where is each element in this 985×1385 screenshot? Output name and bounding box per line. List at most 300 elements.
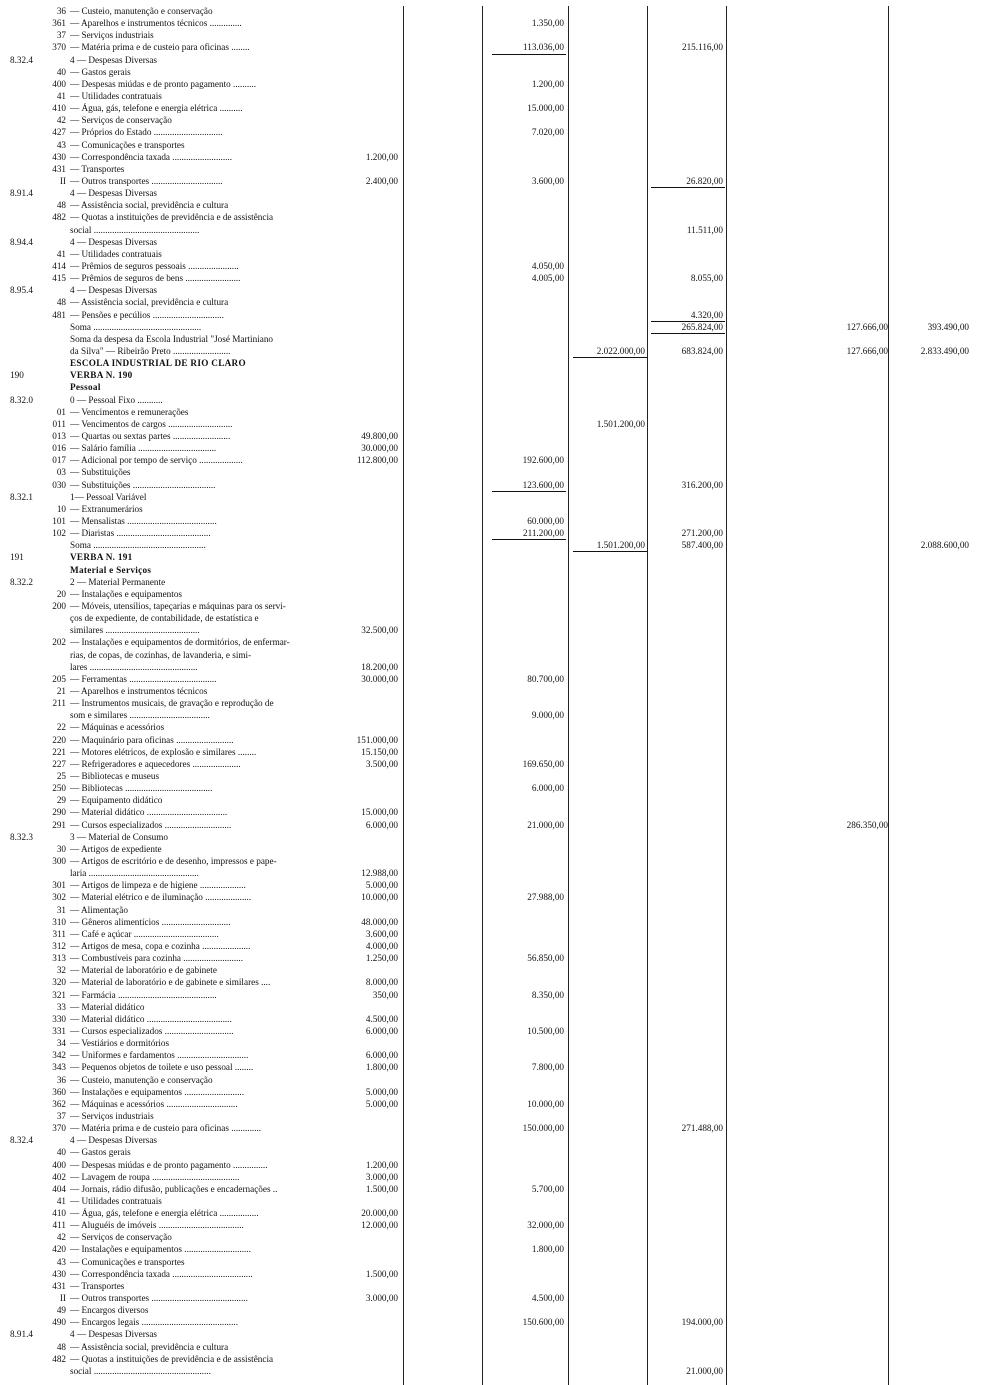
item-description: — Adicional por tempo de serviço ...................: [70, 455, 243, 466]
table-row: [0, 431, 985, 441]
table-row: [0, 698, 985, 708]
item-code: 410: [52, 1208, 66, 1218]
table-row: [0, 1123, 985, 1133]
amount-col-e: 127.666,00: [846, 321, 888, 332]
item-description: — Outros transportes ..........................................: [70, 1293, 248, 1303]
item-description: — Assistência social, previdência e cultura: [70, 200, 229, 211]
item-description: — Utilidades contratuais: [70, 91, 162, 101]
item-description: 4 — Despesas Diversas: [70, 188, 158, 199]
item-description: 4 — Despesas Diversas: [70, 54, 158, 65]
table-row: [0, 1232, 985, 1242]
table-row: [0, 759, 985, 769]
item-description: — Máquinas e acessórios ...............................: [70, 1098, 238, 1109]
table-row: [0, 358, 985, 368]
amount-col-b: 8.350,00: [531, 989, 564, 1000]
amount-col-a: 12.000,00: [361, 1220, 398, 1231]
table-row: [0, 140, 985, 150]
amount-col-a: 112.800,00: [356, 455, 398, 466]
table-row: [0, 880, 985, 890]
table-row: [0, 6, 985, 16]
item-code: 302: [52, 892, 66, 903]
table-row: [0, 467, 985, 477]
item-description: rias, de copas, de cozinhas, de lavanderia, e simi-: [70, 649, 252, 660]
item-description: ços de expediente, de contabilidade, de estatística e: [70, 613, 259, 624]
amount-col-b: 150.000,00: [522, 1123, 564, 1133]
item-description: — Gastos gerais: [70, 1147, 131, 1158]
item-description: — Despesas miúdas e de pronto pagamento ..........: [70, 78, 257, 89]
program-code: 8.32.4: [10, 54, 33, 65]
table-row: [0, 674, 985, 684]
table-row: [0, 540, 985, 550]
table-row: [0, 1184, 985, 1194]
table-row: [0, 1038, 985, 1048]
table-row: [0, 1050, 985, 1060]
item-description: — Instalações e equipamentos de dormitórios, de enfermar-: [70, 637, 290, 648]
table-row: [0, 273, 985, 283]
item-code: 221: [52, 746, 66, 757]
amount-col-a: 2.400,00: [365, 176, 398, 186]
table-row: [0, 322, 985, 332]
item-code: 43: [56, 139, 66, 150]
table-row: [0, 212, 985, 222]
item-code: 420: [52, 1244, 66, 1255]
table-row: [0, 929, 985, 939]
table-row: [0, 1257, 985, 1267]
amount-col-d: 587.400,00: [681, 540, 723, 551]
table-row: [0, 771, 985, 781]
item-description: 4 — Despesas Diversas: [70, 1135, 158, 1146]
program-code: 191: [10, 552, 24, 563]
item-description: social ...................................................: [70, 1365, 211, 1376]
table-row: [0, 1002, 985, 1012]
item-code: 101: [52, 515, 66, 526]
amount-col-a: 5.000,00: [365, 880, 398, 891]
table-row: [0, 1366, 985, 1376]
item-code: 482: [52, 212, 66, 223]
item-description: — Matéria prima e de custeio para oficinas .............: [70, 1123, 262, 1133]
item-description: da Silva" — Ribeirão Preto .........................: [70, 346, 231, 356]
table-row: [0, 1135, 985, 1145]
item-code: II: [59, 176, 66, 186]
amount-col-b: 4.500,00: [531, 1293, 564, 1303]
table-row: [0, 795, 985, 805]
program-code: 8.94.4: [10, 236, 33, 247]
amount-col-a: 32.500,00: [361, 625, 398, 636]
table-row: [0, 686, 985, 696]
item-code: 22: [56, 722, 66, 733]
item-description: VERBA N. 191: [70, 552, 133, 563]
total-rule: [573, 357, 647, 358]
table-row: [0, 662, 985, 672]
item-description: — Matéria prima e de custeio para oficinas ........: [70, 42, 250, 53]
item-code: 430: [52, 1268, 66, 1279]
item-code: 48: [56, 200, 66, 211]
item-code: 011: [52, 418, 66, 429]
item-description: — Prêmios de seguros pessoais ......................: [70, 261, 239, 271]
table-row: [0, 844, 985, 854]
item-description: som e similares ...................................: [70, 710, 210, 721]
item-description: — Jornais, rádio difusão, publicações e encadernações ..: [70, 1183, 278, 1194]
item-description: — Transportes: [70, 1280, 125, 1291]
table-row: [0, 856, 985, 866]
table-row: [0, 1172, 985, 1182]
item-code: 41: [56, 91, 66, 101]
table-row: [0, 152, 985, 162]
amount-col-e: 127.666,00: [846, 346, 888, 356]
table-row: [0, 18, 985, 28]
item-description: — Pensões e pecúlios ...............................: [70, 309, 224, 320]
amount-col-a: 350,00: [372, 989, 398, 1000]
table-row: [0, 455, 985, 465]
amount-col-a: 12.988,00: [361, 868, 398, 879]
item-description: — Custeio, manutenção e conservação: [70, 1074, 213, 1085]
item-description: 1— Pessoal Variável: [70, 491, 147, 502]
amount-col-a: 6.000,00: [365, 1025, 398, 1036]
item-description: — Outros transportes ...............................: [70, 176, 223, 186]
amount-col-a: 5.000,00: [365, 1086, 398, 1097]
program-code: 8.91.4: [10, 188, 33, 199]
table-row: [0, 261, 985, 271]
item-code: 411: [52, 1220, 66, 1231]
item-code: 41: [56, 1195, 66, 1206]
item-description: — Uniformes e fardamentos ...............................: [70, 1050, 249, 1061]
amount-col-a: 6.000,00: [365, 1050, 398, 1061]
item-description: — Comunicações e transportes: [70, 139, 185, 150]
item-description: VERBA N. 190: [70, 370, 133, 381]
item-code: 400: [52, 78, 66, 89]
amount-col-a: 3.600,00: [365, 928, 398, 939]
item-code: 330: [52, 1013, 66, 1024]
item-code: II: [59, 1293, 66, 1303]
item-description: — Instalações e equipamentos .............................: [70, 1244, 251, 1255]
amount-col-a: 10.000,00: [361, 892, 398, 903]
table-row: [0, 1160, 985, 1170]
item-description: social ..............................................: [70, 224, 200, 235]
amount-col-b: 123.600,00: [522, 479, 564, 490]
item-code: 202: [52, 637, 66, 648]
item-code: 01: [56, 406, 66, 417]
item-code: 49: [56, 1305, 66, 1316]
table-row: [0, 30, 985, 40]
item-code: 404: [52, 1183, 66, 1194]
amount-col-a: 49.800,00: [361, 431, 398, 441]
item-description: — Vestiários e dormitórios: [70, 1038, 170, 1048]
amount-col-d: 21.000,00: [686, 1365, 723, 1376]
table-row: [0, 1208, 985, 1218]
item-description: — Lavagem de roupa ......................................: [70, 1171, 240, 1182]
item-code: 41: [56, 248, 66, 259]
amount-col-b: 1.350,00: [531, 18, 564, 29]
table-row: [0, 1099, 985, 1109]
amount-col-c: 2.022.000,00: [596, 346, 645, 356]
total-rule: [651, 187, 725, 188]
item-code: 342: [52, 1050, 66, 1061]
table-row: [0, 613, 985, 623]
table-row: [0, 1244, 985, 1254]
item-description: — Encargos diversos: [70, 1305, 149, 1316]
program-code: 8.32.4: [10, 1135, 33, 1146]
item-description: — Máquinas e acessórios: [70, 722, 165, 733]
item-description: — Pequenos objetos de toilete e uso pessoal ........: [70, 1062, 254, 1073]
amount-col-b: 60.000,00: [527, 515, 564, 526]
amount-col-a: 1.500,00: [365, 1183, 398, 1194]
amount-col-e: 286.350,00: [846, 819, 888, 830]
item-description: 3 — Material de Consumo: [70, 831, 168, 842]
item-code: 30: [56, 843, 66, 854]
table-row: [0, 1147, 985, 1157]
table-row: [0, 79, 985, 89]
table-row: [0, 589, 985, 599]
item-description: — Custeio, manutenção e conservação: [70, 6, 213, 16]
item-description: — Material de laboratório e de gabinete: [70, 965, 217, 976]
item-code: 431: [52, 1280, 66, 1291]
item-description: — Serviços industriais: [70, 1110, 154, 1121]
item-description: — Instalações e equipamentos: [70, 588, 182, 599]
item-code: 10: [56, 503, 66, 514]
item-description: — Água, gás, telefone e energia elétrica ..........: [70, 103, 243, 114]
item-code: 430: [52, 151, 66, 162]
item-description: Soma da despesa da Escola Industrial "José Martiniano: [70, 333, 274, 344]
amount-col-b: 9.000,00: [531, 710, 564, 721]
item-code: 370: [52, 1123, 66, 1133]
item-code: 290: [52, 807, 66, 818]
item-code: 48: [56, 1341, 66, 1352]
item-code: 482: [52, 1353, 66, 1364]
item-description: — Prêmios de seguros de bens ........................: [70, 273, 241, 284]
table-row: [0, 735, 985, 745]
item-description: Soma .................................................: [70, 540, 206, 551]
total-rule: [492, 491, 566, 492]
table-row: [0, 820, 985, 830]
item-code: 102: [52, 528, 66, 539]
item-code: 414: [52, 261, 66, 271]
table-row: [0, 941, 985, 951]
item-code: 311: [52, 928, 66, 939]
item-description: — Material de laboratório e de gabinete e similares ....: [70, 977, 271, 988]
item-description: — Quotas a instituições de previdência e de assistência: [70, 1353, 274, 1364]
amount-col-a: 3.000,00: [365, 1293, 398, 1303]
table-row: [0, 1354, 985, 1364]
amount-col-d: 215.116,00: [681, 42, 723, 53]
item-description: — Assistência social, previdência e cultura: [70, 297, 229, 308]
item-description: — Equipamento didático: [70, 795, 163, 806]
table-row: [0, 42, 985, 52]
table-row: [0, 334, 985, 344]
table-row: [0, 115, 985, 125]
item-code: 36: [56, 6, 66, 16]
item-description: ESCOLA INDUSTRIAL DE RIO CLARO: [70, 358, 246, 369]
item-description: — Utilidades contratuais: [70, 1195, 162, 1206]
program-code: 8.32.1: [10, 491, 33, 502]
amount-col-d: 271.488,00: [681, 1123, 723, 1133]
table-row: [0, 91, 985, 101]
table-row: [0, 200, 985, 210]
amount-col-a: 20.000,00: [361, 1208, 398, 1218]
item-code: 360: [52, 1086, 66, 1097]
table-row: [0, 395, 985, 405]
item-code: 37: [56, 30, 66, 41]
table-row: [0, 164, 985, 174]
item-description: — Serviços industriais: [70, 30, 154, 41]
amount-col-b: 4.050,00: [531, 261, 564, 271]
table-row: [0, 601, 985, 611]
table-row: [0, 807, 985, 817]
amount-col-b: 15.000,00: [527, 103, 564, 114]
item-code: 321: [52, 989, 66, 1000]
item-code: 343: [52, 1062, 66, 1073]
amount-col-c: 1.501.200,00: [596, 540, 645, 551]
table-row: [0, 297, 985, 307]
item-code: 331: [52, 1025, 66, 1036]
table-row: [0, 480, 985, 490]
item-description: — Serviços de conservação: [70, 1232, 172, 1243]
amount-col-a: 30.000,00: [361, 673, 398, 684]
amount-col-a: 1.500,00: [365, 1268, 398, 1279]
table-row: [0, 1111, 985, 1121]
item-code: 370: [52, 42, 66, 53]
amount-col-d: 316.200,00: [681, 479, 723, 490]
table-row: [0, 977, 985, 987]
table-row: [0, 225, 985, 235]
amount-col-a: 151.000,00: [356, 734, 398, 745]
table-row: [0, 1329, 985, 1339]
item-description: — Refrigeradores e aquecedores .....................: [70, 758, 241, 769]
table-row: [0, 1026, 985, 1036]
item-code: 291: [52, 819, 66, 830]
item-description: — Extranumerários: [70, 503, 143, 514]
amount-col-a: 48.000,00: [361, 916, 398, 927]
total-rule: [651, 321, 725, 322]
table-row: [0, 565, 985, 575]
amount-col-b: 4.005,00: [531, 273, 564, 284]
amount-col-a: 4.500,00: [365, 1013, 398, 1024]
item-code: 200: [52, 600, 66, 611]
table-row: [0, 249, 985, 259]
amount-col-a: 5.000,00: [365, 1098, 398, 1109]
amount-col-b: 5.700,00: [531, 1183, 564, 1194]
item-description: — Aluguéis de imóveis .....................................: [70, 1220, 244, 1231]
item-code: 030: [52, 479, 66, 490]
table-row: [0, 1196, 985, 1206]
table-row: [0, 370, 985, 380]
table-row: [0, 747, 985, 757]
item-code: 31: [56, 904, 66, 915]
item-description: lares ...............................................: [70, 661, 198, 672]
item-code: 427: [52, 127, 66, 138]
item-code: 211: [52, 698, 66, 709]
item-description: 2 — Material Permanente: [70, 576, 166, 587]
item-description: 0 — Pessoal Fixo ...........: [70, 394, 163, 405]
table-row: [0, 1281, 985, 1291]
item-description: — Artigos de escritório e de desenho, impressos e pape-: [70, 855, 277, 866]
item-code: 220: [52, 734, 66, 745]
amount-col-a: 3.000,00: [365, 1171, 398, 1182]
table-row: [0, 55, 985, 65]
amount-col-d: 11.511,00: [686, 224, 723, 235]
item-code: 415: [52, 273, 66, 284]
item-description: — Próprios do Estado ..............................: [70, 127, 223, 138]
amount-col-d: 26.820,00: [686, 176, 723, 186]
item-description: — Vencimentos e remunerações: [70, 406, 189, 417]
item-code: 402: [52, 1171, 66, 1182]
amount-col-b: 3.600,00: [531, 176, 564, 186]
item-code: 227: [52, 758, 66, 769]
table-row: [0, 310, 985, 320]
item-description: — Material didático ...................................: [70, 807, 228, 818]
item-description: — Material didático .....................................: [70, 1013, 232, 1024]
table-row: [0, 905, 985, 915]
item-description: — Combustíveis para cozinha ..........................: [70, 953, 244, 963]
item-description: — Alimentação: [70, 904, 128, 915]
item-code: 48: [56, 297, 66, 308]
table-row: [0, 1075, 985, 1085]
item-description: — Café e açúcar .....................................: [70, 928, 219, 939]
item-code: 36: [56, 1074, 66, 1085]
item-description: — Água, gás, telefone e energia elétrica .................: [70, 1208, 259, 1218]
item-description: — Substituições: [70, 467, 131, 478]
program-code: 8.32.3: [10, 831, 33, 842]
table-row: [0, 528, 985, 538]
item-description: 4 — Despesas Diversas: [70, 236, 158, 247]
table-row: [0, 237, 985, 247]
item-description: Soma ...............................................: [70, 321, 202, 332]
item-description: — Material didático: [70, 1001, 145, 1012]
amount-col-d: 4.320,00: [690, 309, 723, 320]
table-row: [0, 419, 985, 429]
amount-col-b: 32.000,00: [527, 1220, 564, 1231]
item-code: 34: [56, 1038, 66, 1048]
item-description: — Maquinário para oficinas .........................: [70, 734, 234, 745]
amount-col-b: 56.850,00: [527, 953, 564, 963]
item-code: 29: [56, 795, 66, 806]
program-code: 190: [10, 370, 24, 381]
amount-col-b: 10.500,00: [527, 1025, 564, 1036]
item-description: 4 — Despesas Diversas: [70, 285, 158, 296]
amount-col-d: 194.000,00: [681, 1317, 723, 1328]
item-code: 32: [56, 965, 66, 976]
table-row: [0, 990, 985, 1000]
table-row: [0, 953, 985, 963]
table-row: [0, 1317, 985, 1327]
table-row: [0, 577, 985, 587]
total-rule: [651, 333, 725, 334]
item-description: — Correspondência taxada ..........................: [70, 151, 233, 162]
item-description: — Diaristas .........................................: [70, 528, 211, 539]
table-row: [0, 1014, 985, 1024]
item-code: 410: [52, 103, 66, 114]
item-description: laria ................................................: [70, 868, 199, 879]
table-row: [0, 103, 985, 113]
item-description: — Aparelhos e instrumentos técnicos ..............: [70, 18, 242, 29]
item-code: 20: [56, 588, 66, 599]
item-description: — Farmácia ...........................................: [70, 989, 217, 1000]
table-row: [0, 710, 985, 720]
table-row: [0, 285, 985, 295]
table-row: [0, 176, 985, 186]
item-code: 013: [52, 431, 66, 441]
item-code: 42: [56, 115, 66, 126]
item-description: — Quotas a instituições de previdência e de assistência: [70, 212, 274, 223]
amount-col-f: 2.088.600,00: [920, 540, 969, 551]
amount-col-b: 21.000,00: [527, 819, 564, 830]
amount-col-a: 6.000,00: [365, 819, 398, 830]
table-row: [0, 382, 985, 392]
item-code: 320: [52, 977, 66, 988]
item-description: — Instalações e equipamentos ..........................: [70, 1086, 245, 1097]
amount-col-d: 271.200,00: [681, 528, 723, 539]
amount-col-a: 3.500,00: [365, 758, 398, 769]
item-description: — Gêneros alimentícios ..............................: [70, 916, 231, 927]
